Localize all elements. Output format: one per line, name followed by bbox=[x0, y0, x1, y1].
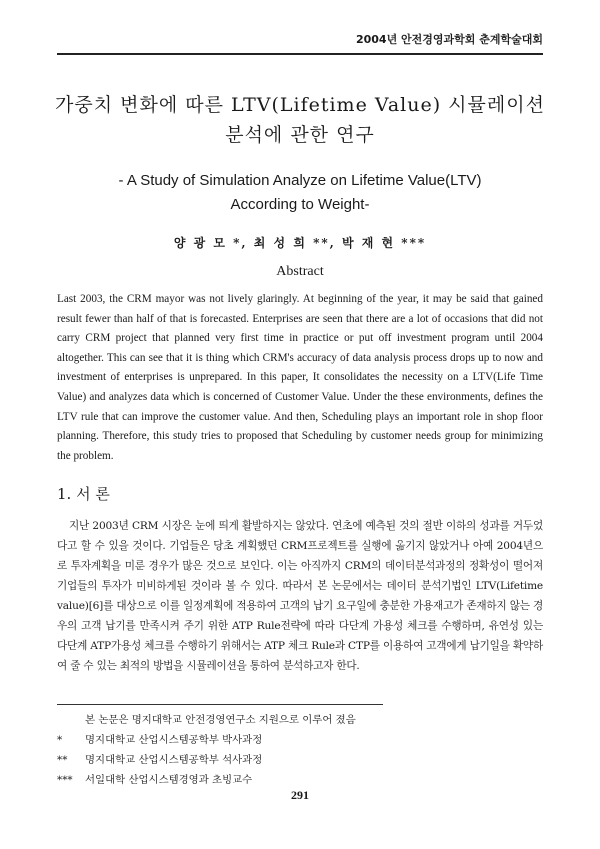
title-english-line-1: - A Study of Simulation Analyze on Lifetime Value(LTV) bbox=[118, 172, 482, 189]
title-korean-line-2: 분석에 관한 연구 bbox=[225, 124, 375, 146]
footnote-rule bbox=[57, 704, 383, 705]
footnote bbox=[57, 770, 356, 790]
page-number: 291 bbox=[291, 788, 309, 802]
footnote-text: 본 논문은 명지대학교 안전경영연구소 지원으로 이루어 졌음 bbox=[85, 714, 356, 726]
authors: 양 광 모 *, 최 성 희 **, 박 재 현 *** bbox=[173, 236, 427, 250]
footnote bbox=[57, 710, 356, 730]
footnote-mark: * bbox=[57, 734, 63, 746]
footnote bbox=[57, 730, 356, 750]
footnote bbox=[57, 750, 356, 770]
footnote-text: 서일대학 산업시스템경영과 초빙교수 bbox=[85, 774, 253, 786]
section-heading-introduction: 1. 서 론 bbox=[57, 485, 110, 503]
footnote-mark: ** bbox=[57, 754, 68, 766]
title-korean-line-1: 가중치 변화에 따른 LTV(Lifetime Value) 시뮬레이션 bbox=[55, 94, 545, 116]
footnote-text: 명지대학교 산업시스템공학부 석사과정 bbox=[85, 754, 263, 766]
introduction-text bbox=[57, 516, 543, 676]
footnotes bbox=[57, 710, 356, 790]
introduction-body: 지난 2003년 CRM 시장은 눈에 띄게 활발하지는 않았다. 연초에 예측된 것의 절반 이하의 성과를 거두었다고 할 수 있을 것이다. 기업들은 당초 계획했던 CRM프로젝트를 실행에 옮기지 않았거나 아예 2004년으로 투자계획을 미룬 경우가 많은 것으로 보인다. 이는 아직까지 CRM의 데이터분석과정의 정확성이 떨어져 기업들의 투자가 미비하게된 것이라 볼 수 있다. 따라서 본 논문에서는 데이터 분석기법인 LTV(Lifetime value)[6]를 대상으로 이를 일정계획에 적용하여 고객의 납기 요구일에 충분한 가용재고가 존재하지 않는 경우의 고객 납기를 만족시켜 주기 위한 ATP Rule전략에 따라 다단계 가용성 체크를 수행하며, 유연성 있는 다단계 ATP가용성 체크를 수행하기 위해서는 ATP 체크 Rule과 CTP를 이용하여 고객에게 납기일을 확약하여 줄 수 있는 최적의 방법을 시뮬레이션을 통하여 분석하고자 한다. bbox=[57, 520, 543, 672]
running-head: 2004년 안전경영과학회 춘계학술대회 bbox=[355, 33, 543, 46]
footnote-mark bbox=[57, 710, 85, 730]
abstract-text: Last 2003, the CRM mayor was not lively glaringly. At beginning of the year, it may be said that gained result fewer than half of that is forecasted. Enterprises are seen that there are a lot of occasions that did not carry CRM project that planned very first time in practice or put off investment program until 2004 altogether. This can see that it is thing which CRM's accuracy of data analysis process drops up to now and investment of enterprises is unprepared. In this paper, It consolidates the necessity on a LTV(Life Time Value) and analyzes data which is concerned of Customer Value. Under the these environments, defines the LTV rule that can improve the customer value. And then, Scheduling plays an important role in shop floor planning. Therefore, this study tries to proposed that Scheduling by customer needs group for minimizing the problem. bbox=[57, 293, 543, 462]
abstract-heading: Abstract bbox=[276, 264, 324, 279]
footnote-mark: *** bbox=[57, 774, 73, 786]
footnote-text: 명지대학교 산업시스템공학부 박사과정 bbox=[85, 734, 263, 746]
header-rule bbox=[57, 53, 543, 55]
title-english-line-2: According to Weight- bbox=[230, 196, 370, 213]
